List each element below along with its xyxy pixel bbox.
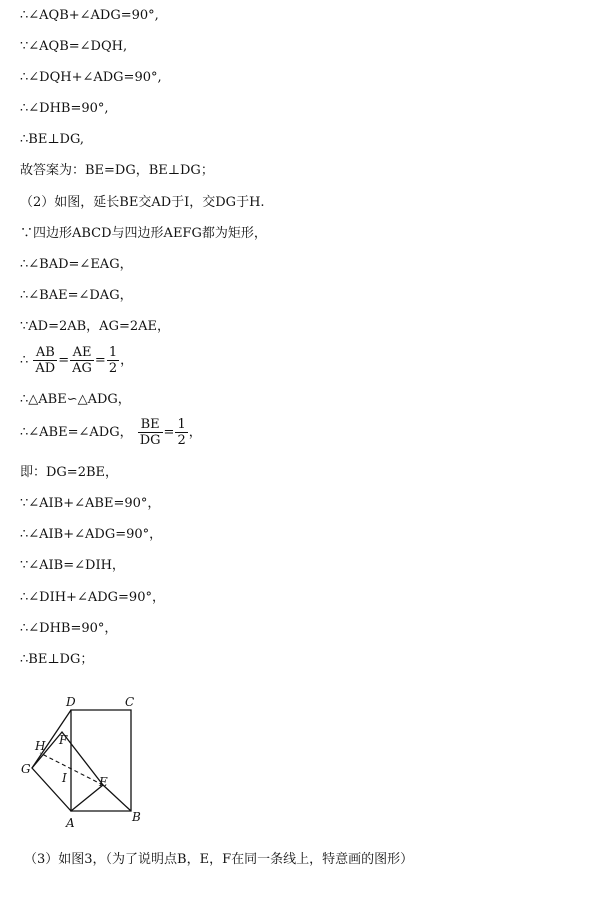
step-line: ∵∠AIB=∠DIH， — [20, 558, 125, 573]
step-line: ∵∠AQB=∠DQH, — [20, 39, 128, 54]
rectangle-abcd — [71, 710, 131, 811]
label-e: E — [99, 775, 108, 789]
part3-caption: （3）如图3，（为了说明点B，E，F在同一条线上，特意画的图形） — [24, 852, 414, 867]
ratio-line-2: ∴∠ABE=∠ADG， $\frac{BE}{DG}$ = $\frac{1}{2}$ ， — [20, 417, 202, 448]
step-line: ∴∠AQB+∠ADG=90°, — [20, 8, 159, 23]
step-line: ∴∠DHB=90°， — [20, 621, 118, 636]
fraction-one-half: $\frac{1}{2}$ — [177, 417, 186, 448]
label-c: C — [125, 695, 135, 709]
label-a: A — [66, 816, 75, 830]
step-line: ∴BE⊥DG； — [20, 652, 94, 667]
geometry-figure — [10, 686, 170, 836]
step-line: ∴∠AIB+∠ADG=90°， — [20, 527, 163, 542]
step-line: ∵∠AIB+∠ABE=90°， — [20, 496, 161, 511]
fraction-be-dg: $\frac{BE}{DG}$ — [139, 417, 161, 448]
fraction-ae-ag: $\frac{AE}{AG}$ — [72, 345, 92, 376]
label-b: B — [132, 810, 141, 824]
step-line: ∵四边形ABCD与四边形AEFG都为矩形， — [20, 226, 267, 241]
step-line: 即：DG=2BE， — [20, 465, 119, 480]
label-f: F — [59, 733, 68, 747]
step-line: ∴∠DHB=90°, — [20, 101, 109, 116]
step-line: ∴∠BAD=∠EAG， — [20, 257, 133, 272]
step-line: ∴∠DIH+∠ADG=90°， — [20, 590, 165, 605]
answer-line: 故答案为：BE=DG，BE⊥DG； — [20, 163, 214, 178]
ratio-line-1: ∴ $\frac{AB}{AD}$ = $\frac{AE}{AG}$ = $\frac{1}{2}$ ， — [20, 345, 134, 376]
step-line: ∴∠DQH+∠ADG=90°, — [20, 70, 162, 85]
step-line: ∵AD=2AB，AG=2AE， — [20, 319, 171, 334]
label-g: G — [21, 762, 31, 776]
label-i: I — [62, 771, 67, 785]
fraction-one-half: $\frac{1}{2}$ — [108, 345, 118, 376]
fraction-ab-ad: $\frac{AB}{AD}$ — [35, 345, 56, 376]
part2-heading: （2）如图，延长BE交AD于I，交DG于H. — [20, 195, 265, 210]
label-h: H — [35, 739, 46, 753]
step-line: ∴∠BAE=∠DAG， — [20, 288, 133, 303]
label-d: D — [66, 695, 76, 709]
similar-triangles-line: ∴△ABE∽△ADG， — [20, 392, 131, 407]
step-line: ∴BE⊥DG, — [20, 132, 85, 147]
